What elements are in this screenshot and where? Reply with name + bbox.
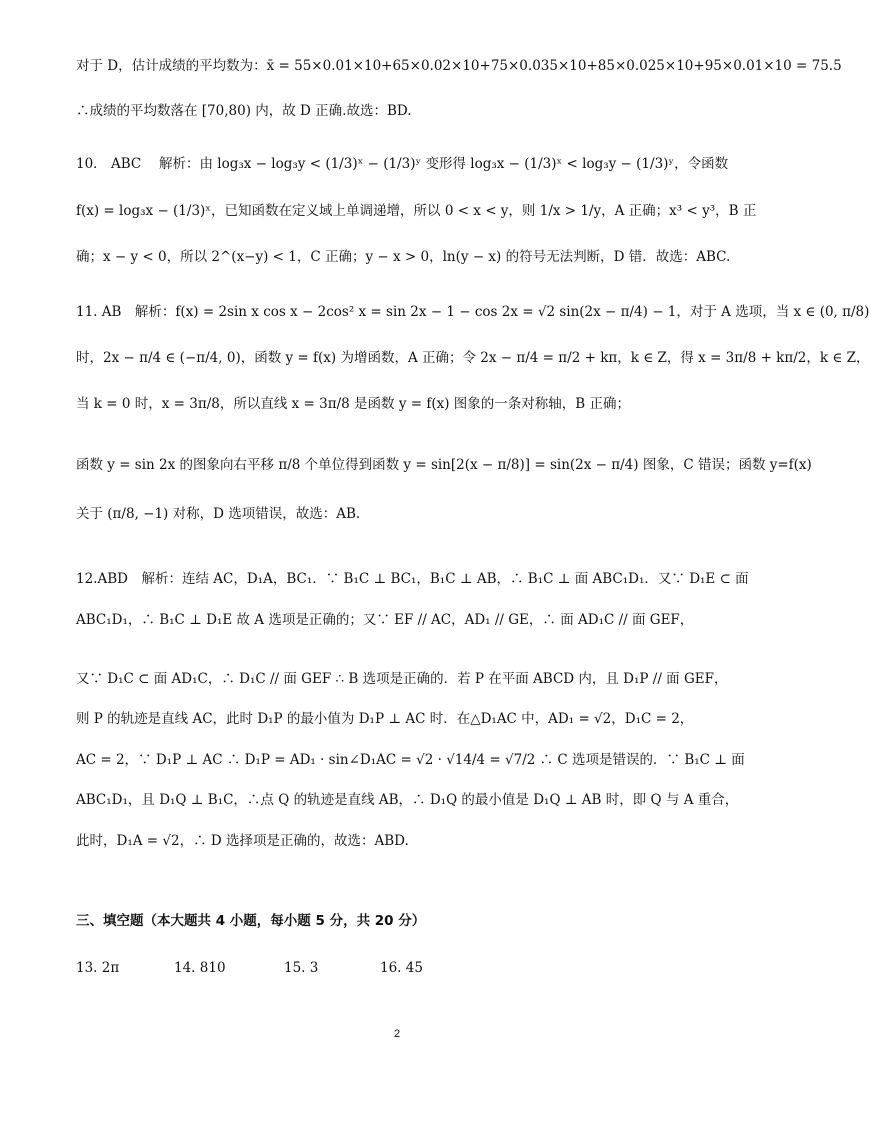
- text-line-problem12-4: 则 P 的轨迹是直线 AC，此时 D₁P 的最小值为 D₁P ⊥ AC 时．在△D₁AC 中，AD₁ = √2，D₁C = 2，: [76, 711, 694, 727]
- text-line-problem9-conclusion: ∴成绩的平均数落在 [70,80) 内，故 D 正确.故选：BD.: [76, 103, 412, 119]
- text-line-problem11-4: 函数 y = sin 2x 的图象向右平移 π/8 个单位得到函数 y = sin[2(x − π/8)] = sin(2x − π/4) 图象，C 错误；函数 y=f(x): [76, 457, 812, 473]
- text-line-problem12-5: AC = 2，∵ D₁P ⊥ AC ∴ D₁P = AD₁ · sin∠D₁AC = √2 · √14/4 = √7/2 ∴ C 选项是错误的．∵ B₁C ⊥ 面: [76, 752, 745, 768]
- answer-13: 13. 2π: [76, 960, 120, 976]
- page-number: 2: [393, 1028, 401, 1040]
- text-line-problem10-1: 10． ABC 解析：由 log₃x − log₃y < (1/3)ˣ − (1/3)ʸ 变形得 log₃x − (1/3)ˣ < log₃y − (1/3)ʸ，令函数: [76, 156, 729, 172]
- text-line-problem10-3: 确；x − y < 0，所以 2^(x−y) < 1，C 正确；y − x > 0，ln(y − x) 的符号无法判断，D 错．故选：ABC.: [76, 249, 731, 265]
- text-line-problem9-mean: 对于 D，估计成绩的平均数为：x̄ = 55×0.01×10+65×0.02×10+75×0.035×10+85×0.025×10+95×0.01×10 = 75.5: [76, 58, 842, 74]
- text-line-problem12-3: 又∵ D₁C ⊂ 面 AD₁C，∴ D₁C // 面 GEF ∴ B 选项是正确的．若 P 在平面 ABCD 内，且 D₁P // 面 GEF，: [76, 671, 728, 687]
- text-line-problem12-2: ABC₁D₁，∴ B₁C ⊥ D₁E 故 A 选项是正确的；又∵ EF // AC，AD₁ // GE，∴ 面 AD₁C // 面 GEF，: [76, 612, 694, 628]
- text-line-problem11-5: 关于 (π/8, −1) 对称，D 选项错误，故选：AB.: [76, 506, 361, 522]
- answer-15: 15. 3: [284, 960, 319, 976]
- text-line-problem10-2: f(x) = log₃x − (1/3)ˣ，已知函数在定义域上单调递增，所以 0 < x < y，则 1/x > 1/y，A 正确；x³ < y³，B 正: [76, 203, 757, 219]
- section-heading: 三、填空题（本大题共 4 小题，每小题 5 分，共 20 分）: [76, 913, 426, 929]
- answer-16: 16. 45: [380, 960, 423, 976]
- answer-14: 14. 810: [174, 960, 226, 976]
- text-line-problem11-3: 当 k = 0 时，x = 3π/8，所以直线 x = 3π/8 是函数 y = f(x) 图象的一条对称轴，B 正确；: [76, 396, 631, 412]
- text-line-problem11-2: 时，2x − π/4 ∈ (−π/4, 0)，函数 y = f(x) 为增函数，A 正确；令 2x − π/4 = π/2 + kπ，k ∈ Z，得 x = 3π/8 + kπ/2，k ∈ Z，: [76, 350, 870, 366]
- text-line-problem12-1: 12.ABD 解析：连结 AC，D₁A，BC₁．∵ B₁C ⊥ BC₁，B₁C ⊥ AB，∴ B₁C ⊥ 面 ABC₁D₁．又∵ D₁E ⊂ 面: [76, 571, 749, 587]
- text-line-problem11-1: 11. AB 解析：f(x) = 2sin x cos x − 2cos² x = sin 2x − 1 − cos 2x = √2 sin(2x − π/4) − 1，对于 A 选项，当 x ∈ (0, π/8): [76, 304, 870, 320]
- text-line-problem12-7: 此时，D₁A = √2，∴ D 选择项是正确的，故选：ABD.: [76, 833, 409, 849]
- text-line-problem12-6: ABC₁D₁，且 D₁Q ⊥ B₁C，∴点 Q 的轨迹是直线 AB，∴ D₁Q 的最小值是 D₁Q ⊥ AB 时，即 Q 与 A 重合，: [76, 792, 739, 808]
